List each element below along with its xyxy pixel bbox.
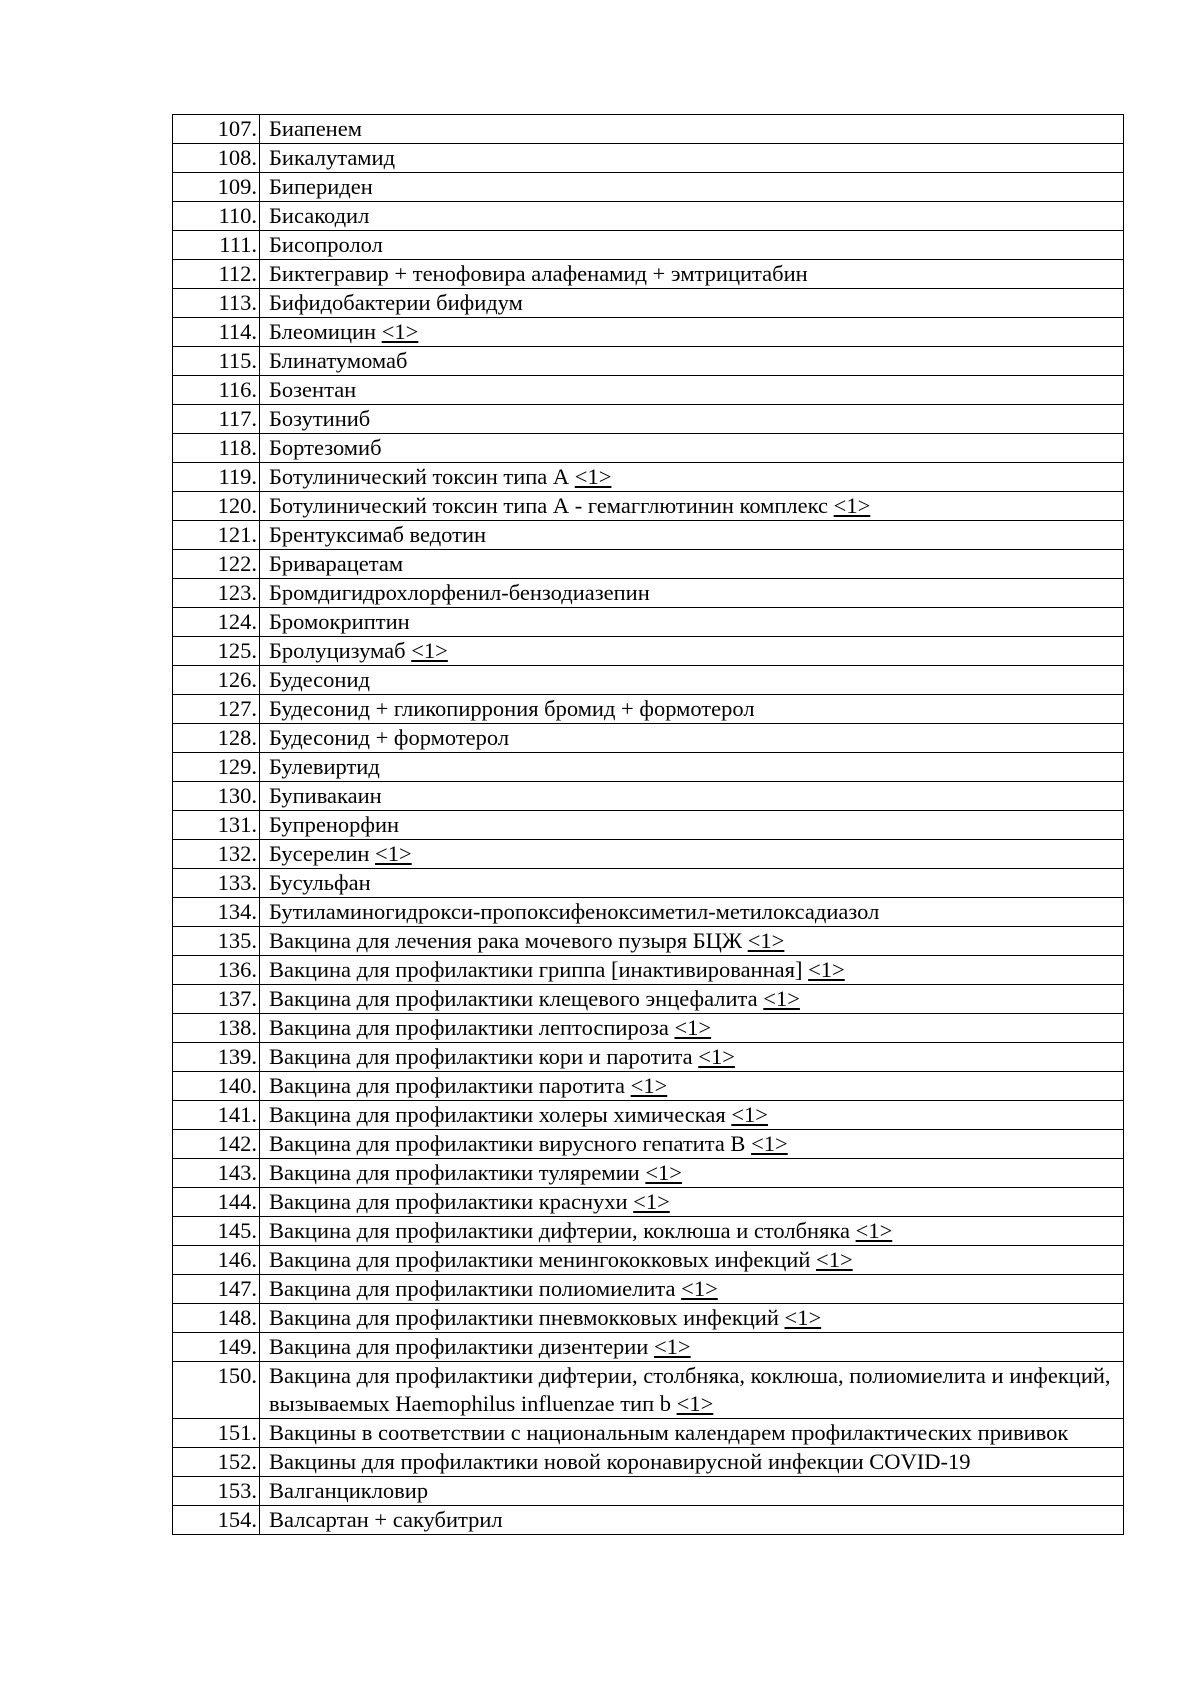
row-number: 140.	[173, 1072, 260, 1101]
drug-name: Бортезомиб	[269, 435, 382, 460]
drug-name-cell	[260, 1333, 1124, 1362]
table-row	[173, 289, 1124, 318]
table-row	[173, 724, 1124, 753]
table-row	[173, 782, 1124, 811]
footnote-link[interactable]: <1>	[833, 493, 871, 518]
footnote-link[interactable]: <1>	[808, 957, 845, 982]
drug-name-cell	[260, 608, 1124, 637]
drug-name-cell	[260, 434, 1124, 463]
footnote-link[interactable]: <1>	[574, 464, 612, 489]
drug-name-cell	[260, 376, 1124, 405]
table-row	[173, 347, 1124, 376]
table-row	[173, 927, 1124, 956]
drug-name-cell	[260, 202, 1124, 231]
drug-name-cell	[260, 1159, 1124, 1188]
row-number: 115.	[173, 347, 260, 376]
row-number: 129.	[173, 753, 260, 782]
drug-name-cell	[260, 1419, 1124, 1448]
table-row	[173, 695, 1124, 724]
footnote-link[interactable]: <1>	[676, 1391, 714, 1416]
footnote-link[interactable]: <1>	[855, 1218, 893, 1243]
drug-name: Ботулинический токсин типа А - гемагглютинин комплекс	[269, 493, 829, 518]
table-row	[173, 115, 1124, 144]
row-number: 146.	[173, 1246, 260, 1275]
drug-name: Вакцина для профилактики вирусного гепатита B	[269, 1131, 746, 1156]
table-row	[173, 1333, 1124, 1362]
row-number: 110.	[173, 202, 260, 231]
table-row	[173, 666, 1124, 695]
drug-name: Вакцина для профилактики гриппа [инактивированная]	[269, 957, 803, 982]
row-number: 145.	[173, 1217, 260, 1246]
table-row	[173, 492, 1124, 521]
drug-name-cell	[260, 579, 1124, 608]
table-row	[173, 521, 1124, 550]
drug-name-cell	[260, 550, 1124, 579]
row-number: 154.	[173, 1506, 260, 1535]
table-row	[173, 1130, 1124, 1159]
row-number: 112.	[173, 260, 260, 289]
drug-name: Бифидобактерии бифидум	[269, 290, 523, 315]
drug-name-cell	[260, 1101, 1124, 1130]
drug-name: Валсартан + сакубитрил	[269, 1507, 503, 1532]
drug-name: Бозутиниб	[269, 406, 371, 431]
drug-name: Вакцина для профилактики паротита	[269, 1073, 625, 1098]
footnote-link[interactable]: <1>	[784, 1305, 822, 1330]
row-number: 111.	[173, 231, 260, 260]
table-row	[173, 1043, 1124, 1072]
drug-name: Блеомицин	[269, 319, 377, 344]
drug-name-cell	[260, 405, 1124, 434]
drug-name: Бипериден	[269, 174, 373, 199]
row-number: 113.	[173, 289, 260, 318]
drug-name-cell	[260, 1246, 1124, 1275]
row-number: 107.	[173, 115, 260, 144]
drug-name-cell	[260, 898, 1124, 927]
table-row	[173, 1419, 1124, 1448]
drug-name-cell	[260, 927, 1124, 956]
row-number: 128.	[173, 724, 260, 753]
table-row	[173, 811, 1124, 840]
drug-name-cell	[260, 260, 1124, 289]
row-number: 116.	[173, 376, 260, 405]
table-row	[173, 753, 1124, 782]
drug-name: Бриварацетам	[269, 551, 404, 576]
drug-name: Блинатумомаб	[269, 348, 408, 373]
drug-name-cell	[260, 1130, 1124, 1159]
drug-name: Вакцина для профилактики лептоспироза	[269, 1015, 669, 1040]
drug-name: Вакцина для профилактики клещевого энцефалита	[269, 986, 758, 1011]
table-row	[173, 173, 1124, 202]
drug-name: Бусульфан	[269, 870, 371, 895]
table-row	[173, 1101, 1124, 1130]
table-row	[173, 1188, 1124, 1217]
footnote-link[interactable]: <1>	[630, 1073, 668, 1098]
drug-name: Вакцина для профилактики дифтерии, коклюша и столбняка	[269, 1218, 850, 1243]
table-row	[173, 1506, 1124, 1535]
row-number: 149.	[173, 1333, 260, 1362]
drug-name-cell	[260, 1362, 1124, 1419]
table-row	[173, 608, 1124, 637]
drug-name: Бутиламиногидрокси-пропоксифеноксиметил-метилоксадиазол	[269, 899, 880, 924]
footnote-link[interactable]: <1>	[381, 319, 419, 344]
drug-name-cell	[260, 753, 1124, 782]
row-number: 144.	[173, 1188, 260, 1217]
table-row	[173, 1275, 1124, 1304]
footnote-link[interactable]: <1>	[763, 986, 800, 1011]
drug-name: Вакцина для профилактики менингококковых инфекций	[269, 1247, 811, 1272]
drug-name: Вакцина для лечения рака мочевого пузыря БЦЖ	[269, 928, 743, 953]
drug-list-body	[173, 115, 1124, 1535]
row-number: 109.	[173, 173, 260, 202]
drug-name-cell	[260, 463, 1124, 492]
footnote-link[interactable]: <1>	[653, 1334, 691, 1359]
row-number: 118.	[173, 434, 260, 463]
row-number: 134.	[173, 898, 260, 927]
drug-name-cell	[260, 1477, 1124, 1506]
drug-name: Бромдигидрохлорфенил-бензодиазепин	[269, 580, 650, 605]
drug-name: Бикалутамид	[269, 145, 396, 170]
table-row	[173, 144, 1124, 173]
row-number: 131.	[173, 811, 260, 840]
table-row	[173, 550, 1124, 579]
drug-name: Брентуксимаб ведотин	[269, 522, 487, 547]
table-row	[173, 637, 1124, 666]
drug-name-cell	[260, 840, 1124, 869]
row-number: 125.	[173, 637, 260, 666]
drug-name: Ботулинический токсин типа А	[269, 464, 570, 489]
drug-name: Вакцина для профилактики холеры химическая	[269, 1102, 726, 1127]
drug-name-cell	[260, 492, 1124, 521]
footnote-link[interactable]: <1>	[751, 1131, 788, 1156]
drug-name-cell	[260, 666, 1124, 695]
table-row	[173, 1217, 1124, 1246]
drug-name: Биапенем	[269, 116, 362, 141]
footnote-link[interactable]: <1>	[375, 841, 412, 866]
table-row	[173, 579, 1124, 608]
drug-name: Биктегравир + тенофовира алафенамид + эмтрицитабин	[269, 261, 808, 286]
drug-name-cell	[260, 347, 1124, 376]
footnote-link[interactable]: <1>	[681, 1276, 718, 1301]
drug-name-cell	[260, 1506, 1124, 1535]
row-number: 127.	[173, 695, 260, 724]
drug-name-cell	[260, 1043, 1124, 1072]
row-number: 132.	[173, 840, 260, 869]
drug-name-cell	[260, 695, 1124, 724]
row-number: 136.	[173, 956, 260, 985]
row-number: 126.	[173, 666, 260, 695]
row-number: 153.	[173, 1477, 260, 1506]
drug-name-cell	[260, 521, 1124, 550]
table-row	[173, 202, 1124, 231]
table-row	[173, 1304, 1124, 1333]
table-row	[173, 1362, 1124, 1419]
drug-name-cell	[260, 1304, 1124, 1333]
drug-name-cell	[260, 1072, 1124, 1101]
drug-name-cell	[260, 782, 1124, 811]
drug-name-cell	[260, 724, 1124, 753]
drug-name: Будесонид + гликопиррония бромид + формотерол	[269, 696, 755, 721]
row-number: 122.	[173, 550, 260, 579]
drug-name: Бусерелин	[269, 841, 370, 866]
drug-name-cell	[260, 1448, 1124, 1477]
table-row	[173, 405, 1124, 434]
footnote-link[interactable]: <1>	[747, 928, 785, 953]
row-number: 152.	[173, 1448, 260, 1477]
row-number: 142.	[173, 1130, 260, 1159]
table-row	[173, 1159, 1124, 1188]
drug-name: Бролуцизумаб	[269, 638, 406, 663]
drug-name-cell	[260, 1188, 1124, 1217]
footnote-link[interactable]: <1>	[816, 1247, 853, 1272]
row-number: 151.	[173, 1419, 260, 1448]
footnote-link[interactable]: <1>	[411, 638, 448, 663]
table-row	[173, 260, 1124, 289]
drug-name: Будесонид + формотерол	[269, 725, 510, 750]
drug-name: Вакцина для профилактики дизентерии	[269, 1334, 649, 1359]
table-row	[173, 231, 1124, 260]
drug-name: Бозентан	[269, 377, 357, 402]
drug-name: Будесонид	[269, 667, 370, 692]
table-row	[173, 1014, 1124, 1043]
row-number: 143.	[173, 1159, 260, 1188]
row-number: 150.	[173, 1362, 260, 1419]
drug-name: Вакцина для профилактики краснухи	[269, 1189, 628, 1214]
row-number: 138.	[173, 1014, 260, 1043]
row-number: 141.	[173, 1101, 260, 1130]
row-number: 130.	[173, 782, 260, 811]
drug-name-cell	[260, 811, 1124, 840]
table-row	[173, 376, 1124, 405]
row-number: 121.	[173, 521, 260, 550]
table-row	[173, 898, 1124, 927]
table-row	[173, 869, 1124, 898]
drug-name-cell	[260, 144, 1124, 173]
drug-name-cell	[260, 1217, 1124, 1246]
drug-name-cell	[260, 1014, 1124, 1043]
drug-name-cell	[260, 289, 1124, 318]
table-row	[173, 840, 1124, 869]
row-number: 108.	[173, 144, 260, 173]
drug-name-cell	[260, 231, 1124, 260]
footnote-link[interactable]: <1>	[731, 1102, 768, 1127]
drug-name: Вакцина для профилактики дифтерии, столбняка, коклюша, полиомиелита и инфекций, вызываемых Haemophilus influenzae тип b	[269, 1363, 1111, 1416]
drug-name: Вакцина для профилактики полиомиелита	[269, 1276, 676, 1301]
row-number: 137.	[173, 985, 260, 1014]
footnote-link[interactable]: <1>	[645, 1160, 682, 1185]
row-number: 120.	[173, 492, 260, 521]
drug-name: Бромокриптин	[269, 609, 410, 634]
drug-name: Вакцины для профилактики новой коронавирусной инфекции COVID-19	[269, 1449, 971, 1474]
drug-list-table	[172, 114, 1124, 1535]
footnote-link[interactable]: <1>	[674, 1015, 712, 1040]
row-number: 124.	[173, 608, 260, 637]
table-row	[173, 463, 1124, 492]
drug-name: Вакцина для профилактики туляремии	[269, 1160, 640, 1185]
drug-name-cell	[260, 115, 1124, 144]
table-row	[173, 318, 1124, 347]
drug-name: Бисакодил	[269, 203, 370, 228]
table-row	[173, 1072, 1124, 1101]
drug-name-cell	[260, 956, 1124, 985]
drug-name: Булевиртид	[269, 754, 380, 779]
table-row	[173, 1246, 1124, 1275]
table-row	[173, 985, 1124, 1014]
footnote-link[interactable]: <1>	[633, 1189, 670, 1214]
drug-name: Вакцины в соответствии с национальным календарем профилактических прививок	[269, 1420, 1069, 1445]
row-number: 148.	[173, 1304, 260, 1333]
drug-name-cell	[260, 637, 1124, 666]
footnote-link[interactable]: <1>	[698, 1044, 735, 1069]
row-number: 114.	[173, 318, 260, 347]
drug-name: Валганцикловир	[269, 1478, 429, 1503]
table-row	[173, 434, 1124, 463]
row-number: 133.	[173, 869, 260, 898]
drug-name-cell	[260, 869, 1124, 898]
drug-name-cell	[260, 1275, 1124, 1304]
row-number: 117.	[173, 405, 260, 434]
drug-name: Бисопролол	[269, 232, 383, 257]
drug-name: Бупивакаин	[269, 783, 382, 808]
table-row	[173, 1477, 1124, 1506]
row-number: 123.	[173, 579, 260, 608]
table-row	[173, 956, 1124, 985]
drug-name-cell	[260, 173, 1124, 202]
drug-name: Вакцина для профилактики пневмокковых инфекций	[269, 1305, 779, 1330]
row-number: 135.	[173, 927, 260, 956]
table-row	[173, 1448, 1124, 1477]
row-number: 119.	[173, 463, 260, 492]
drug-name-cell	[260, 318, 1124, 347]
drug-name: Вакцина для профилактики кори и паротита	[269, 1044, 693, 1069]
drug-name-cell	[260, 985, 1124, 1014]
row-number: 139.	[173, 1043, 260, 1072]
drug-name: Бупренорфин	[269, 812, 400, 837]
row-number: 147.	[173, 1275, 260, 1304]
